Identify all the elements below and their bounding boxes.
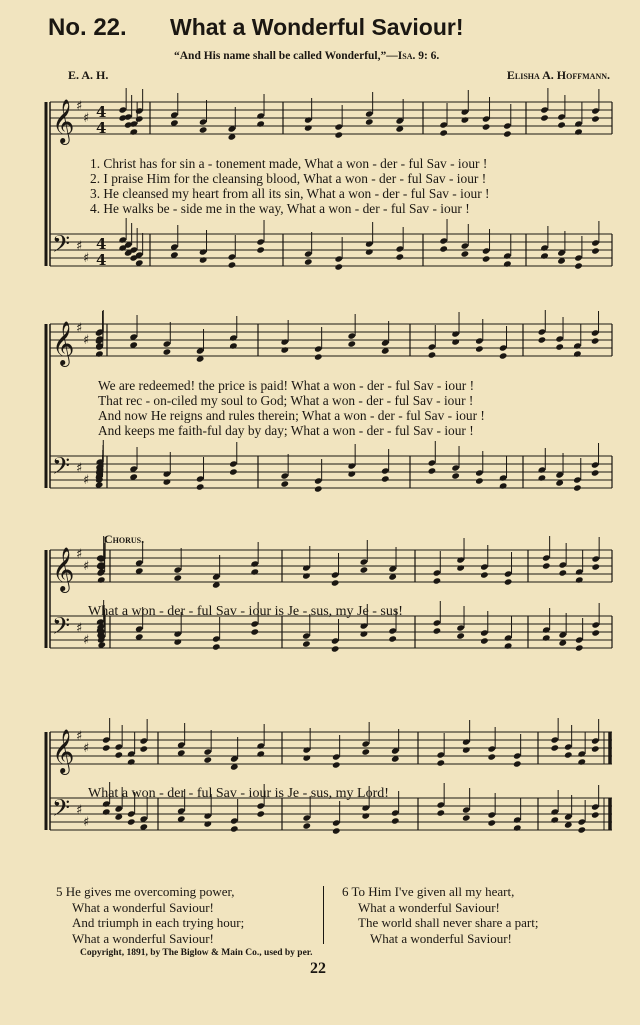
- note-head: [439, 129, 448, 136]
- note-head: [575, 644, 584, 651]
- note-head: [360, 566, 369, 573]
- note-head: [302, 640, 311, 647]
- bass-clef-icon: 𝄢: [52, 794, 71, 827]
- note-head: [499, 482, 508, 489]
- note-head: [482, 255, 491, 262]
- verse-line: The world shall never share a part;: [358, 915, 539, 930]
- note-head: [540, 252, 549, 259]
- lyric-line: 4. He walks be - side me in the way, What a won - der - ful Sav - iour !: [90, 201, 470, 216]
- note-head: [461, 250, 470, 257]
- sharp-icon: ♯: [83, 111, 90, 126]
- note-head: [114, 751, 123, 758]
- note-head: [102, 808, 111, 815]
- note-head: [230, 825, 239, 832]
- note-head: [487, 753, 496, 760]
- note-head: [302, 572, 311, 579]
- note-head: [436, 809, 445, 816]
- verse-line: 6 To Him I've given all my heart,: [342, 884, 515, 899]
- hymn-title: What a Wonderful Saviour!: [170, 14, 464, 40]
- note-head: [334, 131, 343, 138]
- sharp-icon: ♯: [83, 815, 90, 830]
- note-head: [480, 637, 489, 644]
- note-head: [381, 475, 390, 482]
- note-head: [573, 350, 582, 357]
- note-head: [102, 744, 111, 751]
- note-head: [433, 577, 442, 584]
- note-head: [302, 754, 311, 761]
- note-head: [280, 480, 289, 487]
- note-head: [550, 816, 559, 823]
- note-head: [391, 817, 400, 824]
- bass-clef-icon: 𝄢: [52, 452, 71, 485]
- sharp-icon: ♯: [76, 547, 83, 562]
- note-head: [428, 351, 437, 358]
- note-head: [591, 115, 600, 122]
- chorus-line-1: What a won - der - ful Sav - iour is Je - sus, my Je - sus!: [88, 604, 403, 619]
- verse-line: What a wonderful Saviour!: [358, 899, 500, 915]
- epigraph-text: “And His name shall be called Wonderful,”—: [174, 50, 398, 62]
- stanza-lyrics-block-2: [98, 378, 618, 438]
- note-head: [229, 342, 238, 349]
- sharp-icon: ♯: [76, 621, 83, 636]
- note-head: [439, 245, 448, 252]
- sharp-icon: ♯: [76, 99, 83, 114]
- bass-clef-icon: 𝄢: [52, 612, 71, 645]
- note-head: [574, 128, 583, 135]
- note-head: [538, 474, 547, 481]
- lyric-line: That rec - on-ciled my soul to God; What a won - der - ful Sav - iour !: [98, 393, 474, 408]
- lyric-line: And keeps me faith-ful day by day; What a won - der - ful Sav - iour !: [98, 423, 474, 438]
- chorus-label: Chorus.: [104, 532, 145, 546]
- note-head: [347, 340, 356, 347]
- note-head: [577, 758, 586, 765]
- time-signature-bottom: 4: [96, 251, 107, 269]
- note-head: [331, 645, 340, 652]
- note-head: [591, 337, 600, 344]
- treble-clef-icon: 𝄞: [52, 547, 75, 591]
- treble-clef-icon: 𝄞: [52, 321, 75, 365]
- note-head: [347, 470, 356, 477]
- note-head: [456, 564, 465, 571]
- note-head: [95, 350, 104, 357]
- note-head: [196, 483, 205, 490]
- note-head: [461, 116, 470, 123]
- note-head: [331, 579, 340, 586]
- lyric-line: 1. Christ has for sin a - tonement made, What a won - der - ful Sav - iour !: [90, 156, 488, 171]
- note-head: [504, 578, 513, 585]
- sharp-icon: ♯: [83, 251, 90, 266]
- treble-clef-icon: 𝄞: [52, 99, 75, 143]
- page-number: 22: [310, 960, 326, 977]
- title-row: [48, 14, 608, 46]
- note-head: [462, 814, 471, 821]
- note-head: [361, 812, 370, 819]
- sharp-icon: ♯: [83, 473, 90, 488]
- note-head: [480, 571, 489, 578]
- note-head: [451, 338, 460, 345]
- bass-clef-icon: 𝄢: [52, 230, 71, 263]
- note-head: [555, 343, 564, 350]
- note-head: [361, 748, 370, 755]
- note-head: [504, 642, 513, 649]
- verse-line: 5 He gives me overcoming power,: [56, 884, 235, 899]
- note-head: [475, 477, 484, 484]
- note-head: [436, 759, 445, 766]
- note-head: [575, 576, 584, 583]
- note-head: [304, 124, 313, 131]
- note-head: [538, 336, 547, 343]
- note-head: [542, 562, 551, 569]
- epigraph-reference: Isa. 9: 6.: [397, 50, 440, 62]
- note-head: [173, 638, 182, 645]
- words-author: E. A. H.: [68, 68, 109, 82]
- note-head: [360, 630, 369, 637]
- chorus-line-2: What a won - der - ful Sav - iour is Je - sus, my Lord!: [88, 786, 389, 801]
- verse-line: And triumph in each trying hour;: [72, 915, 245, 930]
- sharp-icon: ♯: [76, 461, 83, 476]
- verse-line: What a wonderful Saviour!: [370, 930, 512, 946]
- note-head: [332, 827, 341, 834]
- verse-line: What a wonderful Saviour!: [72, 899, 214, 915]
- note-head: [334, 263, 343, 270]
- note-head: [574, 262, 583, 269]
- note-head: [564, 751, 573, 758]
- note-head: [591, 745, 600, 752]
- lyric-line: We are redeemed! the price is paid! What a won - der - ful Sav - iour !: [98, 378, 475, 393]
- note-head: [163, 478, 172, 485]
- note-head: [542, 634, 551, 641]
- note-head: [163, 348, 172, 355]
- note-head: [228, 261, 237, 268]
- note-head: [139, 745, 148, 752]
- note-head: [388, 635, 397, 642]
- note-head: [212, 643, 221, 650]
- note-head: [591, 247, 600, 254]
- copyright-notice: Copyright, 1891, by The Biglow & Main Co., used by per.: [80, 948, 313, 958]
- note-head: [591, 563, 600, 570]
- note-head: [127, 818, 136, 825]
- note-head: [199, 256, 208, 263]
- lyric-line: 3. He cleansed my heart from all its sin, What a won - der - ful Sav - iour !: [90, 186, 490, 201]
- music-composer: Elisha A. Hoffmann.: [506, 68, 610, 82]
- note-head: [365, 118, 374, 125]
- sharp-icon: ♯: [83, 333, 90, 348]
- note-head: [256, 750, 265, 757]
- note-head: [503, 130, 512, 137]
- verse-6: [342, 884, 538, 946]
- note-head: [557, 121, 566, 128]
- note-head: [314, 353, 323, 360]
- note-head: [573, 484, 582, 491]
- note-head: [256, 246, 265, 253]
- note-head: [503, 260, 512, 267]
- note-head: [135, 115, 144, 122]
- sharp-icon: ♯: [76, 803, 83, 818]
- time-signature-top: 4: [96, 235, 107, 253]
- note-head: [332, 761, 341, 768]
- note-head: [475, 345, 484, 352]
- note-head: [433, 627, 442, 634]
- note-head: [256, 120, 265, 127]
- note-head: [456, 632, 465, 639]
- hymn-number: No. 22.: [48, 14, 127, 41]
- note-head: [451, 472, 460, 479]
- note-head: [462, 746, 471, 753]
- note-head: [256, 810, 265, 817]
- sharp-icon: ♯: [83, 559, 90, 574]
- note-head: [577, 826, 586, 833]
- lyric-line: And now He reigns and rules therein; What a won - der - ful Sav - iour !: [98, 408, 485, 423]
- note-head: [499, 352, 508, 359]
- note-head: [558, 569, 567, 576]
- note-head: [280, 346, 289, 353]
- note-head: [487, 819, 496, 826]
- treble-clef-icon: 𝄞: [52, 729, 75, 773]
- note-head: [173, 574, 182, 581]
- sharp-icon: ♯: [76, 239, 83, 254]
- note-head: [428, 467, 437, 474]
- note-head: [550, 744, 559, 751]
- note-head: [591, 629, 600, 636]
- note-head: [365, 248, 374, 255]
- note-head: [203, 820, 212, 827]
- epigraph: [174, 50, 439, 62]
- note-head: [302, 822, 311, 829]
- time-signature-bottom: 4: [96, 119, 107, 137]
- stanza-lyrics-block-1: [90, 156, 618, 216]
- note-head: [127, 758, 136, 765]
- sharp-icon: ♯: [83, 741, 90, 756]
- time-signature-top: 4: [96, 103, 107, 121]
- note-head: [250, 568, 259, 575]
- note-head: [591, 811, 600, 818]
- note-head: [591, 469, 600, 476]
- note-head: [513, 824, 522, 831]
- verse-divider: [323, 886, 324, 944]
- note-head: [314, 485, 323, 492]
- verse-5: [56, 884, 244, 946]
- sharp-icon: ♯: [83, 633, 90, 648]
- verse-line: What a wonderful Saviour!: [72, 930, 214, 946]
- sharp-icon: ♯: [76, 321, 83, 336]
- note-head: [129, 128, 138, 135]
- sharp-icon: ♯: [76, 729, 83, 744]
- note-head: [203, 756, 212, 763]
- note-head: [395, 253, 404, 260]
- note-head: [304, 258, 313, 265]
- note-head: [250, 628, 259, 635]
- note-head: [540, 114, 549, 121]
- note-head: [482, 123, 491, 130]
- lyric-line: 2. I praise Him for the cleansing blood, What a won - der - ful Sav - iour !: [90, 171, 487, 186]
- note-head: [229, 468, 238, 475]
- note-head: [513, 760, 522, 767]
- note-head: [199, 126, 208, 133]
- note-head: [97, 576, 106, 583]
